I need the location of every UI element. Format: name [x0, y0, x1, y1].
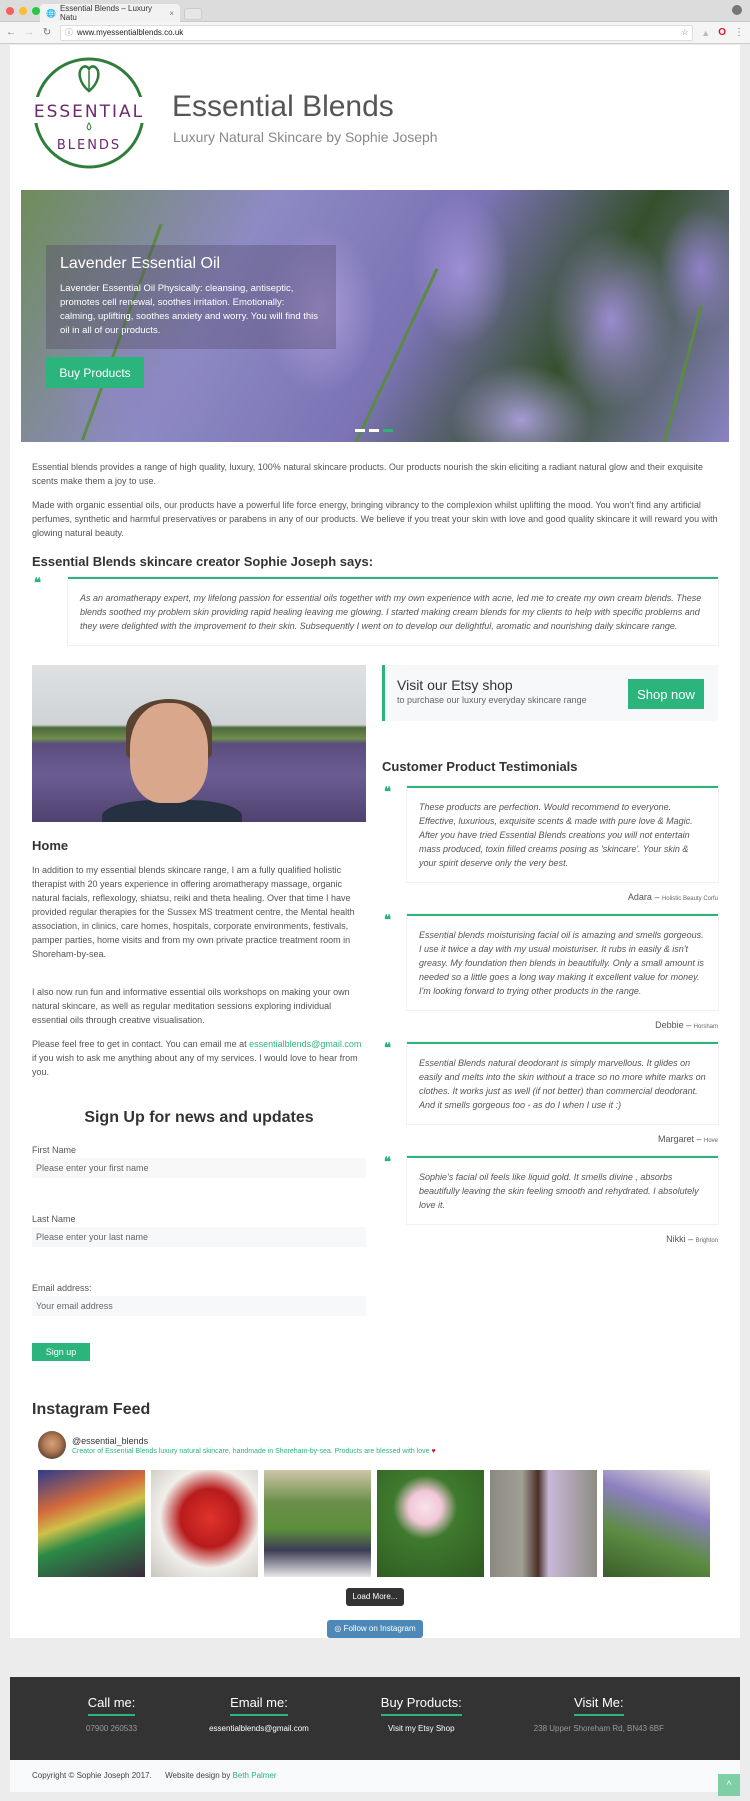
footer-email-link[interactable]: essentialblends@gmail.com	[209, 1724, 309, 1733]
scroll-to-top-button[interactable]	[718, 1774, 740, 1796]
footer-buy: Buy Products: Visit my Etsy Shop	[380, 1695, 462, 1733]
globe-icon: 🌐	[46, 8, 56, 18]
testimonial	[382, 1156, 718, 1244]
home-heading: Home	[32, 838, 69, 853]
info-icon[interactable]: ⓘ	[65, 28, 73, 37]
testimonial-author: Adara – Holistic Beauty Corfu	[627, 892, 718, 902]
reload-icon[interactable]: ↻	[42, 27, 52, 38]
etsy-heading: Visit our Etsy shop	[397, 677, 513, 693]
testimonial-author: Debbie – Horsham	[655, 1020, 718, 1030]
url-text: www.myessentialblends.co.uk	[77, 28, 184, 37]
etsy-subtext: to purchase our luxury everyday skincare range	[397, 695, 587, 705]
address: 238 Upper Shoreham Rd, BN43 6BF	[533, 1724, 664, 1733]
menu-kebab-icon[interactable]: ⋮	[734, 27, 744, 38]
back-icon[interactable]: ←	[6, 27, 16, 38]
home-paragraph-1: In addition to my essential blends skincare range, I am a fully qualified holistic therapist with 20 years experience in offering aromatherapy massage, organic natural facials, reflexology, shiatsu, reiki and theta healing. Over that time I have provided regular therapies for the Sussex MS treatment centre, the Mental health association, in clinics, care homes, hospitals, corporate environments, festivals, pamper parties, home visits and from my own private practice treatment room in Shoreham-by-sea.	[32, 865, 355, 959]
bookmark-star-icon[interactable]: ☆	[681, 28, 689, 37]
testimonial	[382, 786, 718, 902]
testimonial-text: Essential Blends natural deodorant is simply marvellous. It glides on easily and melts into the skin without a trace so no more white marks on clothes. It works just as well (if not better) than commercial deodorant. And it smells gorgeous too - as do I when I use it :)	[419, 1058, 706, 1110]
instagram-post-garden[interactable]	[603, 1470, 710, 1577]
testimonial	[382, 1042, 718, 1144]
testimonials-heading: Customer Product Testimonials	[382, 759, 578, 774]
sophie-lavender-field-photo	[32, 665, 366, 822]
opera-icon[interactable]: O	[718, 27, 726, 38]
avatar[interactable]	[38, 1431, 66, 1459]
chevron-up-icon: ^	[726, 1779, 732, 1791]
instagram-heading: Instagram Feed	[32, 1401, 151, 1418]
browser-tab[interactable]	[40, 4, 180, 22]
quote-icon: ❝	[384, 785, 391, 800]
address-bar	[0, 22, 750, 44]
instagram-post-strawberries[interactable]	[151, 1470, 258, 1577]
creator-quote-text: As an aromatherapy expert, my lifelong passion for essential oils together with my own experience with acne, led me to create my own cream blends. These blends soothed my problem skin providing rapid healing leaving me glowing. I started making cream blends for my clients to help with specific problems and they were delighted with the improvement to their skin. Subsequently I went on to develop our delightful, aromatic and nourishing daily skincare range.	[80, 593, 702, 631]
hero-carousel[interactable]	[21, 190, 729, 442]
carousel-dot-1[interactable]	[355, 429, 365, 432]
page-container	[10, 45, 740, 1638]
intro-paragraph-2: Made with organic essential oils, our products have a powerful life force energy, bringing vibrancy to the complexion whilst uplifting the mood. You won't find any artificial perfumes, synthetic and harmful preservatives or parabens in any of our products. We believe if you treat your skin with love and good quality skincare it will reward you with glowing natural beauty.	[32, 500, 718, 538]
quote-icon: ❝	[384, 1041, 391, 1056]
url-input[interactable]	[60, 25, 693, 41]
signup-form	[32, 1109, 366, 1361]
testimonial-text: Essential blends moisturising facial oil is amazing and smells gorgeous. I use it twice a day with my usual moisturiser. It rubs in easily & isn't greasy. My foundation then blends in beautifully. Only a small amount is needed so a little goes a long way making it excellent value for money. I'm looking forward to trying other products in the range.	[419, 930, 704, 996]
testimonial-text: Sophie's facial oil feels like liquid gold. It smells divine , absorbs beautifully leaving the skin feeling smooth and rehydrated. I absolutely love it.	[419, 1172, 699, 1210]
profile-icon[interactable]	[732, 5, 742, 15]
footer-email: Email me: essentialblends@gmail.com	[209, 1695, 309, 1733]
browser-tab-bar	[0, 0, 750, 22]
window-controls	[6, 7, 40, 15]
hero-title: Lavender Essential Oil	[60, 255, 221, 272]
buy-products-button[interactable]: Buy Products	[46, 357, 144, 388]
hero-text: Lavender Essential Oil Physically: cleansing, antiseptic, promotes cell renewal, soothes irritation. Emotionally: calming, uplifting, soothes anxiety and worry. You will find this oil in all of our products.	[60, 283, 319, 336]
copyright-text: Copyright © Sophie Joseph 2017.	[32, 1771, 152, 1780]
email-link[interactable]: essentialblends@gmail.com	[249, 1039, 362, 1049]
extension-icon[interactable]: ▲	[701, 27, 711, 38]
testimonial-author: Nikki – Brighton	[666, 1234, 718, 1244]
site-subtitle: Luxury Natural Skincare by Sophie Joseph	[173, 129, 438, 145]
designer-link[interactable]: Beth Palmer	[232, 1771, 277, 1780]
phone-number[interactable]: 07900 260533	[85, 1724, 138, 1733]
copyright-bar: Copyright © Sophie Joseph 2017. Website design by Beth Palmer	[10, 1760, 740, 1792]
site-title: Essential Blends	[172, 90, 394, 123]
first-name-label: First Name	[32, 1145, 77, 1155]
carousel-indicators	[355, 429, 393, 432]
follow-on-instagram-button[interactable]: ◎ Follow on Instagram	[327, 1620, 423, 1638]
svg-text:BLENDS: BLENDS	[56, 138, 122, 153]
instagram-post-market-stall[interactable]	[38, 1470, 145, 1577]
load-more-button[interactable]: Load More...	[346, 1588, 404, 1606]
creator-heading: Essential Blends skincare creator Sophie Joseph says:	[32, 554, 374, 569]
svg-text:ESSENTIAL: ESSENTIAL	[33, 102, 145, 122]
shop-now-button[interactable]: Shop now	[628, 679, 704, 709]
last-name-input[interactable]	[32, 1227, 366, 1247]
instagram-feed	[32, 1401, 718, 1638]
site-header	[10, 45, 740, 180]
instagram-post-wild-rose[interactable]	[377, 1470, 484, 1577]
testimonial-author: Margaret – Hove	[657, 1134, 718, 1144]
instagram-post-oil-bottles[interactable]	[490, 1470, 597, 1577]
footer-call: Call me: 07900 260533	[85, 1695, 138, 1733]
testimonial-text: These products are perfection. Would recommend to everyone. Effective, luxurious, exquisite scents & made with pure love & Magic. After you have tried Essential Blends creations you will not entertain mass produced, toxin filled creams posing as 'skincare'. Your skin & your spirit deserve only the very best.	[419, 802, 693, 868]
carousel-dot-3[interactable]	[383, 429, 393, 432]
first-name-input[interactable]	[32, 1158, 366, 1178]
site-footer	[10, 1677, 740, 1760]
instagram-post-event-stand[interactable]	[264, 1470, 371, 1577]
signup-heading: Sign Up for news and updates	[84, 1109, 314, 1126]
home-paragraph-3: Please feel free to get in contact. You can email me at essentialblends@gmail.com if you wish to ask me anything about any of my services. I would love to hear from you.	[32, 1039, 362, 1077]
close-window-button[interactable]	[6, 7, 14, 15]
minimize-window-button[interactable]	[19, 7, 27, 15]
carousel-dot-2[interactable]	[369, 429, 379, 432]
email-input[interactable]	[32, 1296, 366, 1316]
right-column	[382, 665, 718, 1361]
sign-up-button[interactable]: Sign up	[32, 1343, 90, 1361]
testimonial	[382, 914, 718, 1030]
instagram-icon: ◎	[334, 1624, 344, 1633]
quote-icon: ❝	[384, 1155, 391, 1170]
etsy-callout	[382, 665, 718, 721]
footer-visit: Visit Me: 238 Upper Shoreham Rd, BN43 6BF	[533, 1695, 664, 1733]
quote-icon: ❝	[34, 576, 41, 591]
etsy-shop-link[interactable]: Visit my Etsy Shop	[387, 1724, 455, 1733]
creator-quote	[32, 577, 718, 645]
quote-icon: ❝	[384, 913, 391, 928]
heart-icon: ♥	[431, 1447, 436, 1455]
maximize-window-button[interactable]	[32, 7, 40, 15]
intro-paragraph-1: Essential blends provides a range of high quality, luxury, 100% natural skincare products. Our products nourish the skin eliciting a radiant natural glow and their exquisite scents make them a joy to use.	[32, 462, 704, 486]
instagram-handle[interactable]: @essential_blends	[72, 1435, 149, 1446]
hero-caption	[46, 245, 336, 349]
email-label: Email address:	[32, 1283, 92, 1293]
left-column	[32, 665, 366, 1361]
tab-title: Essential Blends – Luxury Natu	[59, 4, 153, 22]
instagram-profile[interactable]	[38, 1431, 718, 1459]
close-tab-icon[interactable]: ×	[169, 8, 174, 18]
home-paragraph-2: I also now run fun and informative essential oils workshops on making your own natural skincare, as well as regular meditation sessions exploring individual essential oils through creative visualisation.	[32, 987, 350, 1025]
essential-blends-logo[interactable]	[27, 55, 151, 171]
intro-section	[32, 460, 718, 540]
instagram-bio: Creator of Essential Blends luxury natural skincare, handmade in Shoreham-by-sea. Products are blessed with love ♥	[72, 1447, 436, 1455]
new-tab-button[interactable]	[184, 8, 202, 20]
instagram-grid	[38, 1470, 718, 1577]
last-name-label: Last Name	[32, 1214, 76, 1224]
forward-icon[interactable]: →	[24, 27, 34, 38]
